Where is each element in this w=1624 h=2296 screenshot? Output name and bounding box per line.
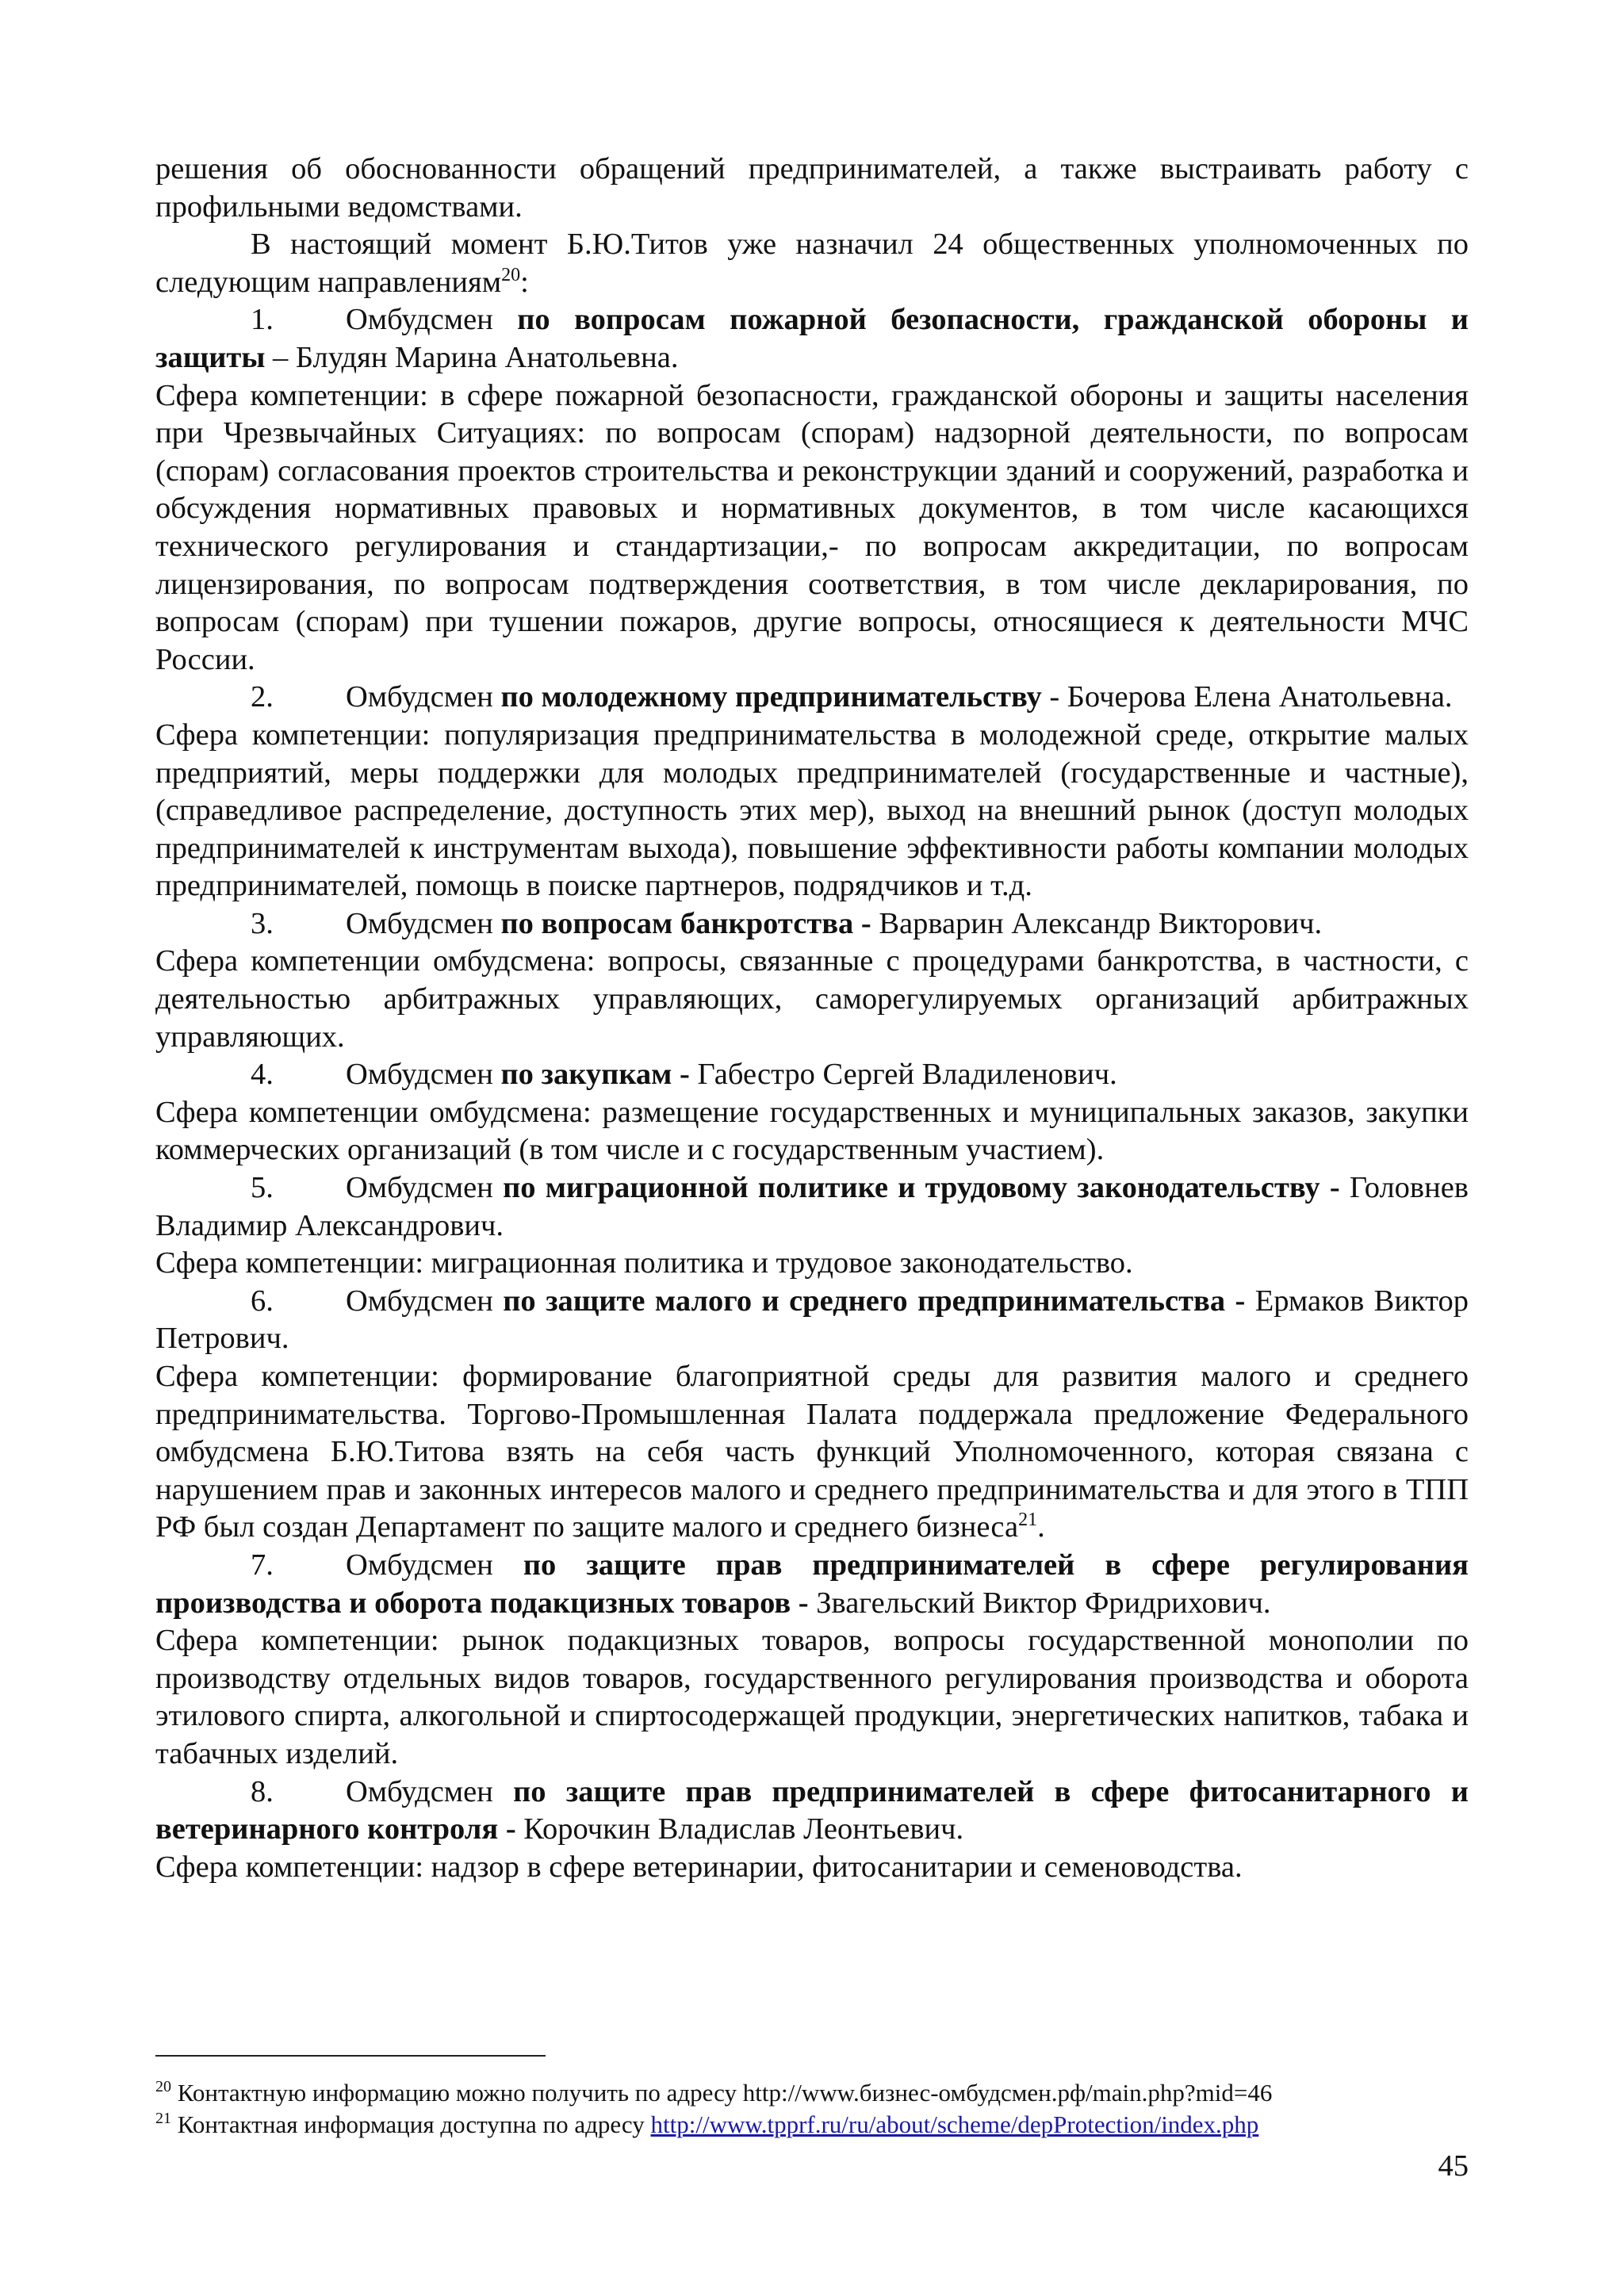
scope-end: . [1037,1510,1045,1544]
footnote-link[interactable]: http://www.tpprf.ru/ru/about/scheme/depProtection/index.php [650,2110,1259,2138]
ombudsman-item-2 [155,679,1469,717]
item-area: по вопросам банкротства - [500,906,871,940]
item-person: - Бочерова Елена Анатольевна. [1041,680,1453,714]
footnote-text: Контактную информацию можно получить по адресу http://www.бизнес-омбудсмен.рф/main.php?mid=46 [171,2079,1273,2107]
item-area: по миграционной политике и трудовому законодательству - [503,1171,1340,1205]
item-area: по защите прав предпринимателей в сфере фитосанитарного и ветеринарного контроля - [155,1774,1469,1846]
item-prefix: Омбудсмен [346,1548,523,1582]
ombudsman-item-7 [155,1547,1469,1622]
item-area: по вопросам пожарной безопасности, гражданской обороны и защиты [155,303,1469,374]
item-1-scope: Сфера компетенции: в сфере пожарной безопасности, гражданской обороны и защиты населения при Чрезвычайных Ситуациях: по вопросам (спорам) надзорной деятельности, по вопросам (спорам) согласования проектов строительства и реконструкции зданий и сооружений, разработка и обсуждения нормативных правовых и нормативных документов, в том числе касающихся технического регулирования и стандартизации,- по вопросам аккредитации, по вопросам лицензирования, по вопросам подтверждения соответствия, в том числе декларирования, по вопросам (спорам) при тушении пожаров, другие вопросы, относящиеся к деятельности МЧС России. [155,378,1469,676]
item-number: 1. [251,303,274,337]
footnote-ref-20[interactable]: 20 [501,264,521,285]
footnote-ref-21[interactable]: 21 [1018,1510,1038,1531]
item-number: 2. [251,680,274,714]
ombudsman-item-3 [155,905,1469,943]
intro-paragraph-2 [155,226,1469,301]
item-number: 6. [251,1284,274,1318]
intro-paragraph-1: решения об обоснованности обращений предпринимателей, а также выстраивать работу с профильными ведомствами. [155,152,1469,224]
item-number: 8. [251,1774,274,1808]
item-person: Звагельский Виктор Фридрихович. [808,1586,1271,1620]
footnote-divider [155,2055,546,2057]
ombudsman-item-4 [155,1056,1469,1094]
item-person: Ермаков Виктор Петрович. [155,1284,1469,1356]
body-text [155,151,1469,1886]
item-number: 5. [251,1171,274,1205]
ombudsman-item-5 [155,1169,1469,1245]
item-prefix: Омбудсмен [346,1284,504,1318]
item-prefix: Омбудсмен [346,303,518,337]
item-person: – Блудян Марина Анатольевна. [265,340,679,374]
footnote-21 [155,2109,1469,2141]
item-8-scope: Сфера компетенции: надзор в сфере ветеринарии, фитосанитарии и семеноводства. [155,1850,1243,1884]
item-person: Головнев Владимир Александрович. [155,1171,1469,1242]
item-person: Корочкин Владислав Леонтьевич. [515,1812,964,1846]
item-prefix: Омбудсмен [346,906,501,940]
ombudsman-item-8 [155,1774,1469,1849]
scope-text: Сфера компетенции: формирование благоприятной среды для развития малого и среднего предпринимательства. Торгово-Промышленная Палата поддержала предложение Федерального омбудсмена Б.Ю.Титова взять на себя часть функций Уполномоченного, которая связана с нарушением прав и законных интересов малого и среднего предпринимательства и для этого в ТПП РФ был создан Департамент по защите малого и среднего бизнеса [155,1360,1469,1544]
item-person: Габестро Сергей Владиленович. [689,1058,1117,1092]
item-prefix: Омбудсмен [346,1058,501,1092]
item-6-scope [155,1358,1469,1547]
item-2-scope: Сфера компетенции: популяризация предпринимательства в молодежной среде, открытие малых предприятий, меры поддержки для молодых предпринимателей (государственные и частные), (справедливое распределение, доступность этих мер), выход на внешний рынок (доступ молодых предпринимателей к инструментам выхода), повышение эффективности работы компании молодых предпринимателей, помощь в поиске партнеров, подрядчиков и т.д. [155,718,1469,903]
item-3-scope: Сфера компетенции омбудсмена: вопросы, связанные с процедурами банкротства, в частности, с деятельностью арбитражных управляющих, саморегулируемых организаций арбитражных управляющих. [155,944,1469,1054]
item-prefix: Омбудсмен [346,1171,504,1205]
item-area: по молодежному предпринимательству [500,680,1042,714]
footnote-20 [155,2077,1469,2109]
item-prefix: Омбудсмен [346,680,501,714]
intro-text: В настоящий момент Б.Ю.Титов уже назначил 24 общественных уполномоченных по следующим направлениям [155,228,1469,299]
item-5-scope: Сфера компетенции: миграционная политика и трудовое законодательство. [155,1246,1133,1280]
ombudsman-item-1 [155,301,1469,377]
item-area: по защите малого и среднего предпринимательства - [503,1284,1246,1318]
footnote-text: Контактная информация доступна по адресу [171,2110,651,2138]
item-prefix: Омбудсмен [346,1774,514,1808]
item-number: 7. [251,1548,274,1582]
intro-colon: : [520,265,529,299]
item-area: по закупкам - [500,1058,690,1092]
item-number: 4. [251,1058,274,1092]
item-number: 3. [251,906,274,940]
item-person: Варварин Александр Викторович. [871,906,1323,940]
item-area: по защите прав предпринимателей в сфере регулирования производства и оборота подакцизных товаров - [155,1548,1469,1620]
page-number: 45 [1438,2149,1469,2183]
footnote-marker: 21 [155,2110,171,2127]
ombudsman-item-6 [155,1283,1469,1358]
item-7-scope: Сфера компетенции: рынок подакцизных товаров, вопросы государственной монополии по производству отдельных видов товаров, государственного регулирования производства и оборота этилового спирта, алкогольной и спиртосодержащей продукции, энергетических напитков, табака и табачных изделий. [155,1624,1469,1770]
footnotes [155,2077,1469,2141]
item-4-scope: Сфера компетенции омбудсмена: размещение государственных и муниципальных заказов, закупки коммерческих организаций (в том числе и с государственным участием). [155,1095,1469,1167]
footnote-marker: 20 [155,2078,171,2095]
